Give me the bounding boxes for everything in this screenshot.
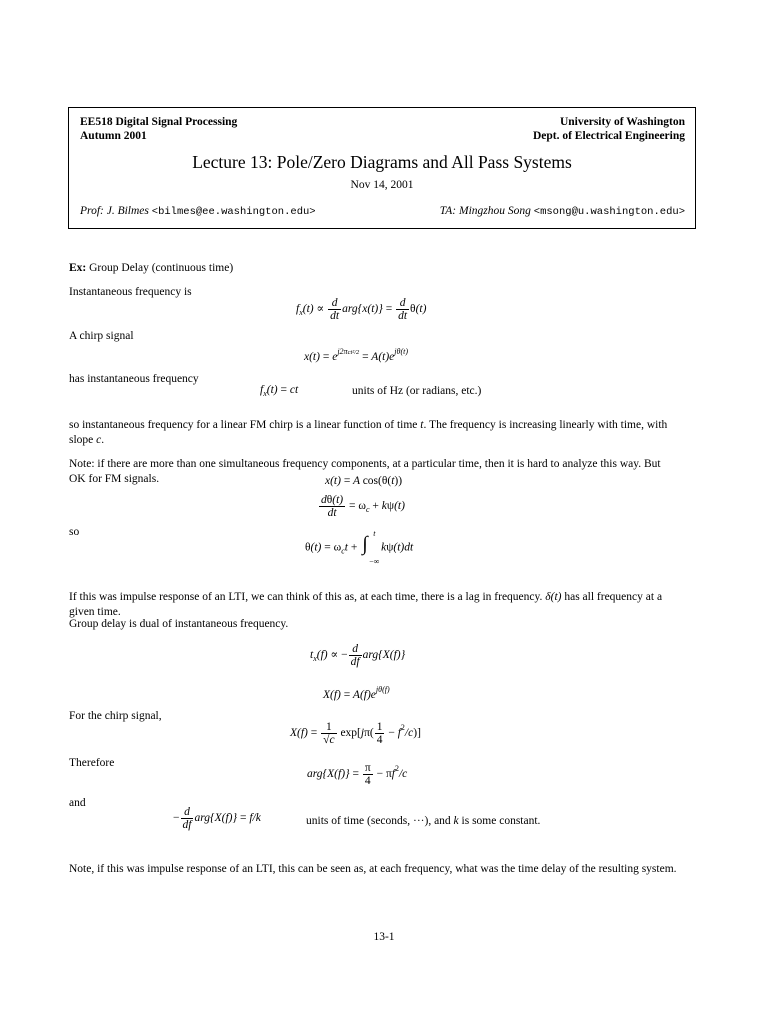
course-term: Autumn 2001 <box>80 130 147 142</box>
has-inst-freq: has instantaneous frequency <box>69 373 199 385</box>
example-heading <box>69 261 233 276</box>
course-name: EE518 Digital Signal Processing <box>80 116 238 128</box>
course-info <box>80 115 237 143</box>
institution-info <box>533 115 685 143</box>
equation-chirp-signal: $x(t) = e^{j2\pi ct^2/2} = A(t)e^{j\theta(t)}$ <box>304 347 408 363</box>
units-hz-note: units of Hz (or radians, etc.) <box>352 385 482 397</box>
inst-freq-intro: Instantaneous frequency is <box>69 286 192 298</box>
equation-group-delay: $t_x(f)$ ∝ − $\frac{d}{df}$ arg{X(f)} <box>310 643 406 669</box>
linear-fm-paragraph <box>69 418 679 449</box>
linear-fm-text-a: so instantaneous frequency for a linear FM chirp is a linear function of time <box>69 418 421 431</box>
impulse-text-a: If this was impulse response of an LTI, we can think of this as, at each time, there is a lag in frequency. <box>69 590 546 603</box>
university-name: University of Washington <box>559 116 685 128</box>
equation-chirp-phase: arg{X(f)} = $\frac{\pi}{4}$ − $\pi f^2/c$ <box>307 762 408 788</box>
note-time-delay: Note, if this was impulse response of an LTI, this can be seen as, at each frequency, what was the time delay of the resulting system. <box>69 862 677 875</box>
example-text: Group Delay (continuous time) <box>89 262 234 274</box>
lecture-header-box <box>68 107 696 229</box>
group-delay-dual: Group delay is dual of instantaneous frequency. <box>69 618 289 630</box>
units-time-text-b: is some constant. <box>458 815 541 827</box>
impulse-text-b: has all frequency at a given time. <box>69 590 663 618</box>
equation-instantaneous-frequency: $f_x(t)$ ∝ $\frac{d}{dt}$ arg{x(t)} = $\frac{d}{dt}$ θ(t) <box>296 297 427 323</box>
equation-phase-integral: $\theta(t) = \omega_ct$ + ∫ t −∞ kψ(t)dt <box>305 529 414 566</box>
impulse-lag-paragraph <box>69 590 681 621</box>
therefore-label: Therefore <box>69 757 115 769</box>
professor-email[interactable]: <bilmes@ee.washington.edu> <box>151 206 316 218</box>
equation-fm-signal: x(t) = A cos(θ(t)) <box>325 475 403 487</box>
equation-chirp-spectrum: X(f) = $\frac{1}{√c}$ exp[jπ( $\frac{1}{4}$ − $f^2/c$)] <box>290 721 421 747</box>
example-label: Ex: <box>69 262 87 274</box>
linear-fm-var-t: t <box>420 418 424 431</box>
professor-name: Prof: J. Bilmes <box>80 205 149 217</box>
impulse-delta: δ(t) <box>545 590 562 603</box>
equation-chirp-group-delay: − $\frac{d}{df}$ arg{X(f)} = f/k <box>173 806 261 832</box>
for-chirp-label: For the chirp signal, <box>69 710 162 722</box>
so-label: so <box>69 526 80 538</box>
ta-email[interactable]: <msong@u.washington.edu> <box>533 206 685 218</box>
equation-spectrum: $X(f) = A(f)e^{j\theta(f)}$ <box>323 685 390 701</box>
department-name: Dept. of Electrical Engineering <box>532 130 685 142</box>
lecture-date: Nov 14, 2001 <box>350 179 414 191</box>
professor-line <box>80 205 316 218</box>
ta-line <box>440 205 685 218</box>
and-label: and <box>69 797 86 809</box>
units-time-text-a: units of time (seconds, ···), and <box>306 815 454 827</box>
equation-phase-derivative: $\frac{d\theta(t)}{dt}$ = $\omega_c + k\psi(t)$ <box>321 494 405 520</box>
units-time-var-k: k <box>453 815 459 827</box>
units-time-note <box>306 814 540 829</box>
note-multiple-components: Note: if there are more than one simultaneous frequency components, at a particular time, then it is hard to analyze this way. But OK for FM signals. <box>69 457 661 485</box>
linear-fm-text-b: . The frequency is increasing linearly with time, with slope <box>69 418 668 446</box>
linear-fm-text-c: . <box>101 433 105 446</box>
linear-fm-var-c: c <box>96 433 102 446</box>
page-number: 13-1 <box>373 931 395 943</box>
chirp-intro: A chirp signal <box>69 330 134 342</box>
ta-name: TA: Mingzhou Song <box>439 205 531 217</box>
equation-chirp-frequency: $f_x(t)$ = ct <box>260 384 299 398</box>
lecture-title: Lecture 13: Pole/Zero Diagrams and All Pass Systems <box>192 152 572 172</box>
